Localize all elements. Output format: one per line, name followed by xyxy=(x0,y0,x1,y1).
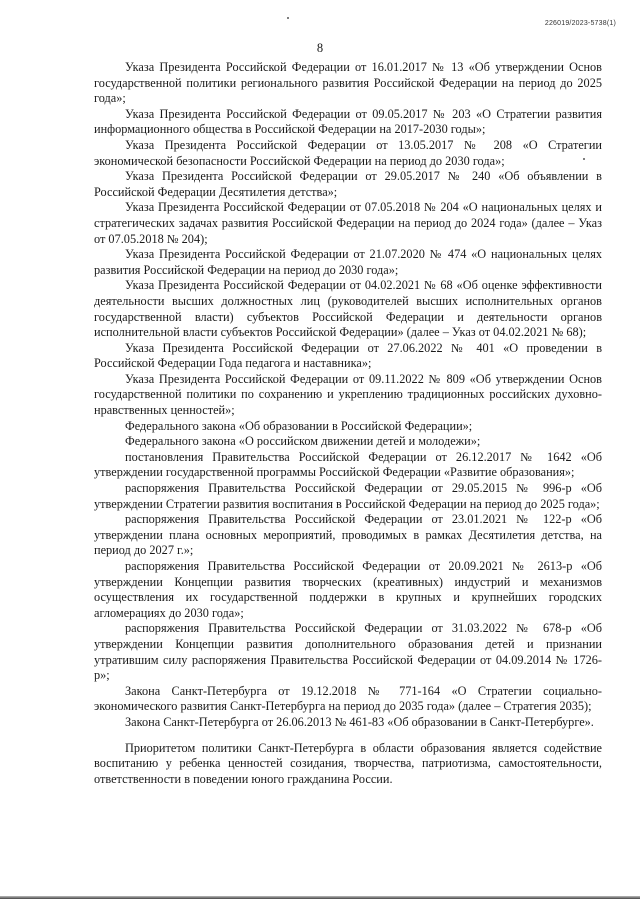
document-id: 226019/2023-5738(1) xyxy=(544,20,616,27)
paragraph: Указа Президента Российской Федерации от 04.02.2021 № 68 «Об оценке эффективности деятельности высших должностных лиц (руководителей высших исполнительных органов государственной власти) субъектов Российской Федерации и деятельности органов исполнительной власти субъектов Российской Федерации» (далее – Указ от 04.02.2021 № 68); xyxy=(94,278,602,340)
paragraph: Указа Президента Российской Федерации от 09.11.2022 № 809 «Об утверждении Основ государственной политики по сохранению и укреплению традиционных российских духовно-нравственных ценностей»; xyxy=(94,371,602,418)
paragraph: распоряжения Правительства Российской Федерации от 23.01.2021 № 122-р «Об утверждении плана основных мероприятий, проводимых в рамках Десятилетия детства, на период до 2027 г.»; xyxy=(94,512,602,558)
paragraph: Указа Президента Российской Федерации от 27.06.2022 № 401 «О проведении в Российской Федерации Года педагога и наставника»; xyxy=(94,340,602,371)
paragraph: Федерального закона «О российском движении детей и молодежи»; xyxy=(125,434,481,449)
paragraph: Указа Президента Российской Федерации от 16.01.2017 № 13 «Об утверждении Основ государственной политики регионального развития Российской Федерации на период до 2025 года»; xyxy=(94,60,602,106)
page-number: 8 xyxy=(316,41,324,55)
document-body xyxy=(94,60,602,787)
paragraph: Указа Президента Российской Федерации от 21.07.2020 № 474 «О национальных целях развития Российской Федерации на период до 2030 года»; xyxy=(94,247,602,277)
paragraph: постановления Правительства Российской Федерации от 26.12.2017 № 1642 «Об утверждении государственной программы Российской Федерации «Развитие образования»; xyxy=(94,449,602,480)
paragraph: Указа Президента Российской Федерации от 29.05.2017 № 240 «Об объявлении в Российской Федерации Десятилетия детства»; xyxy=(94,169,602,199)
paragraph: Указа Президента Российской Федерации от 13.05.2017 № 208 «О Стратегии экономической безопасности Российской Федерации на период до 2030 года»; xyxy=(94,137,602,168)
scan-speck xyxy=(287,17,289,19)
paragraph: распоряжения Правительства Российской Федерации от 20.09.2021 № 2613-р «Об утверждении Концепции развития творческих (креативных) индустрий и механизмов осуществления их государственной поддержки в крупных и крупнейших городских агломерациях до 2030 года»; xyxy=(94,559,602,620)
paragraph: Закона Санкт-Петербурга от 19.12.2018 № 771-164 «О Стратегии социально-экономического развития Санкт-Петербурга на период до 2035 года» (далее – Стратегия 2035); xyxy=(94,683,602,714)
paragraph: распоряжения Правительства Российской Федерации от 29.05.2015 № 996-р «Об утверждении Стратегии развития воспитания в Российской Федерации на период до 2025 года»; xyxy=(94,481,602,511)
paragraph: Закона Санкт-Петербурга от 26.06.2013 № 461-83 «Об образовании в Санкт-Петербурге». xyxy=(125,714,594,729)
paragraph: Федерального закона «Об образовании в Российской Федерации»; xyxy=(125,418,473,433)
priority-paragraph: Приоритетом политики Санкт-Петербурга в области образования является содействие воспитанию у ребенка ценностей созидания, творчества, патриотизма, самостоятельности, ответственности в поведении юного гражданина России. xyxy=(94,740,602,786)
scan-edge-line xyxy=(0,896,640,899)
paragraph: распоряжения Правительства Российской Федерации от 31.03.2022 № 678-р «Об утверждении Концепции развития дополнительного образования детей и признании утратившим силу распоряжения Правительства Российской Федерации от 04.09.2014 № 1726-р»; xyxy=(94,621,602,683)
paragraph: Указа Президента Российской Федерации от 07.05.2018 № 204 «О национальных целях и стратегических задачах развития Российской Федерации на период до 2024 года» (далее – Указ от 07.05.2018 № 204); xyxy=(94,200,602,246)
paragraph: Указа Президента Российской Федерации от 09.05.2017 № 203 «О Стратегии развития информационного общества в Российской Федерации на 2017-2030 годы»; xyxy=(94,106,602,137)
